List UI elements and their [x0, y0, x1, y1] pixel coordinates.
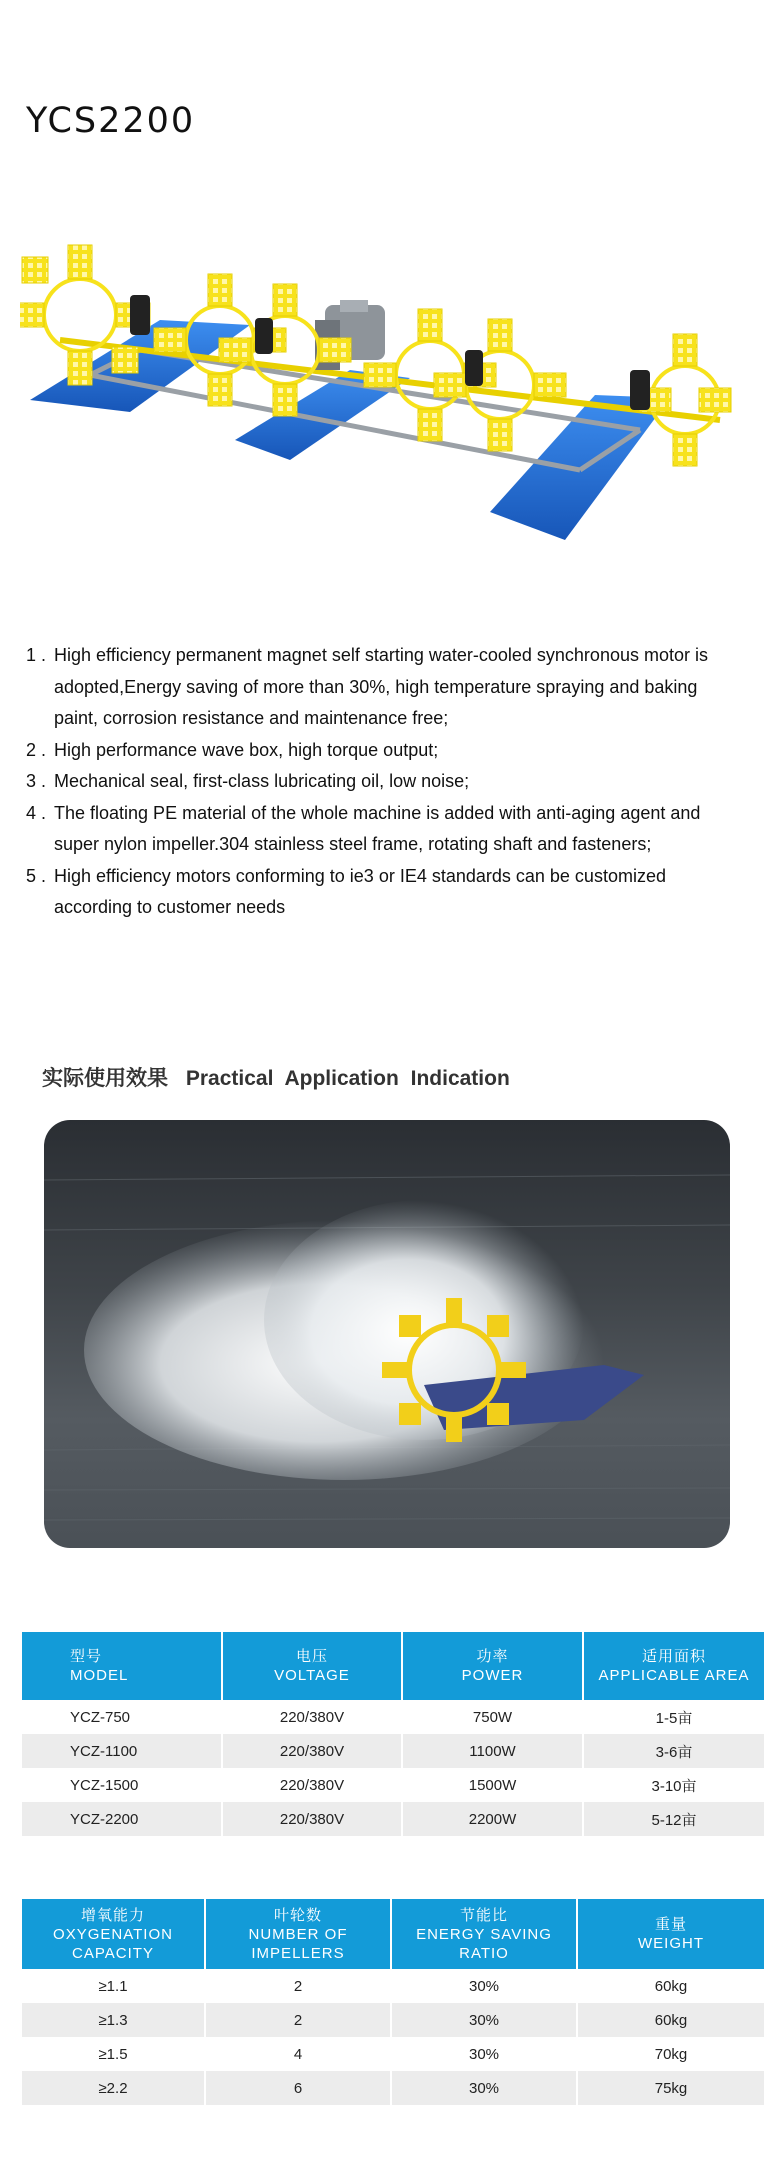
- table-cell: 5-12亩: [584, 1802, 764, 1836]
- table-cell: 1100W: [403, 1734, 584, 1768]
- table-row: [22, 1802, 764, 1836]
- table-row: [22, 1969, 764, 2003]
- table-row: [22, 1768, 764, 1802]
- table-cell: YCZ-2200: [22, 1802, 223, 1836]
- table-cell: 60kg: [578, 2003, 764, 2037]
- header-energy-saving-ratio: 节能比 ENERGY SAVING RATIO: [392, 1899, 578, 1969]
- application-heading: [42, 1062, 510, 1092]
- table-cell: 3-6亩: [584, 1734, 764, 1768]
- header-power: 功率 POWER: [403, 1632, 584, 1700]
- page-title: YCS2200: [26, 101, 196, 142]
- table-cell: ≥1.1: [22, 1969, 206, 2003]
- table-cell: 220/380V: [223, 1700, 403, 1734]
- feature-text: The floating PE material of the whole machine is added with anti-aging agent and super nylon impeller.304 stainless steel frame, rotating shaft and fasteners;: [54, 802, 701, 854]
- table-cell: 60kg: [654, 1977, 688, 1995]
- feature-item: [26, 798, 746, 861]
- feature-number: 4 .: [26, 802, 47, 823]
- table-cell: 4: [206, 2037, 392, 2071]
- table-cell: YCZ-1100: [22, 1734, 223, 1768]
- header-weight: 重量 WEIGHT: [578, 1899, 764, 1969]
- header-model: 型号 MODEL: [22, 1632, 223, 1700]
- table-cell: YCZ-1500: [22, 1768, 223, 1802]
- performance-spec-table: [22, 1899, 764, 2105]
- table-cell: 220/380V: [223, 1734, 403, 1768]
- feature-number: 3 .: [26, 771, 47, 791]
- table-cell: 1500W: [403, 1768, 584, 1802]
- application-heading-en: Practical Application Indication: [185, 1067, 510, 1090]
- feature-number: 5 .: [26, 865, 47, 886]
- table-cell: 220/380V: [223, 1802, 403, 1836]
- table-cell: 3-10亩: [651, 1777, 697, 1795]
- table-cell: 30%: [392, 1969, 578, 2003]
- feature-number: 2 .: [26, 739, 47, 760]
- paddlewheel-aerator-illustration: [20, 200, 740, 560]
- feature-number: 1 .: [26, 645, 47, 665]
- table-cell: YCZ-750: [22, 1700, 223, 1734]
- table-cell: ≥1.3: [22, 2003, 206, 2037]
- table-cell: 2: [206, 1969, 392, 2003]
- feature-list: [26, 640, 746, 924]
- table-header-row: [22, 1632, 764, 1700]
- table-cell: 30%: [392, 2003, 578, 2037]
- table-cell: 2: [206, 2003, 392, 2037]
- table-row: [22, 1700, 764, 1734]
- table-cell: 30%: [392, 2037, 578, 2071]
- feature-item: [26, 861, 746, 924]
- table-row: [22, 1734, 764, 1768]
- feature-text: High efficiency permanent magnet self starting water-cooled synchronous motor is adopted,Energy saving of more than 30%, high temperature spraying and baking paint, corrosion resistance and maintenance free;: [54, 645, 708, 728]
- table-cell: ≥2.2: [22, 2071, 206, 2105]
- table-cell: 2200W: [403, 1802, 584, 1836]
- table-cell: 6: [206, 2071, 392, 2105]
- table-cell: 1-5亩: [655, 1709, 693, 1727]
- application-heading-cn: 实际使用效果: [42, 1067, 168, 1090]
- feature-item: [26, 766, 746, 798]
- photo-illustration: [44, 1120, 730, 1548]
- feature-item: [26, 640, 746, 735]
- table-cell: ≥1.5: [22, 2037, 206, 2071]
- feature-text: Mechanical seal, first-class lubricating oil, low noise;: [54, 771, 470, 791]
- table-cell: 30%: [392, 2071, 578, 2105]
- table-row: [22, 2003, 764, 2037]
- header-oxygenation-capacity: 增氧能力 OXYGENATION CAPACITY: [22, 1899, 206, 1969]
- feature-item: [26, 735, 746, 767]
- table-cell: 220/380V: [223, 1768, 403, 1802]
- header-number-of-impellers: 叶轮数 NUMBER OF IMPELLERS: [206, 1899, 392, 1969]
- table-cell: 750W: [403, 1700, 584, 1734]
- model-spec-table: [22, 1632, 764, 1836]
- table-cell: 70kg: [654, 2045, 688, 2063]
- header-voltage: 电压 VOLTAGE: [223, 1632, 403, 1700]
- table-row: [22, 2037, 764, 2071]
- aerator-in-water-photo: [44, 1120, 730, 1548]
- table-row: [22, 2071, 764, 2105]
- header-applicable-area: 适用面积 APPLICABLE AREA: [584, 1632, 764, 1700]
- table-header-row: [22, 1899, 764, 1969]
- table-cell: 75kg: [578, 2071, 764, 2105]
- feature-text: High performance wave box, high torque output;: [54, 739, 439, 760]
- feature-text: High efficiency motors conforming to ie3 or IE4 standards can be customized according to customer needs: [54, 865, 666, 917]
